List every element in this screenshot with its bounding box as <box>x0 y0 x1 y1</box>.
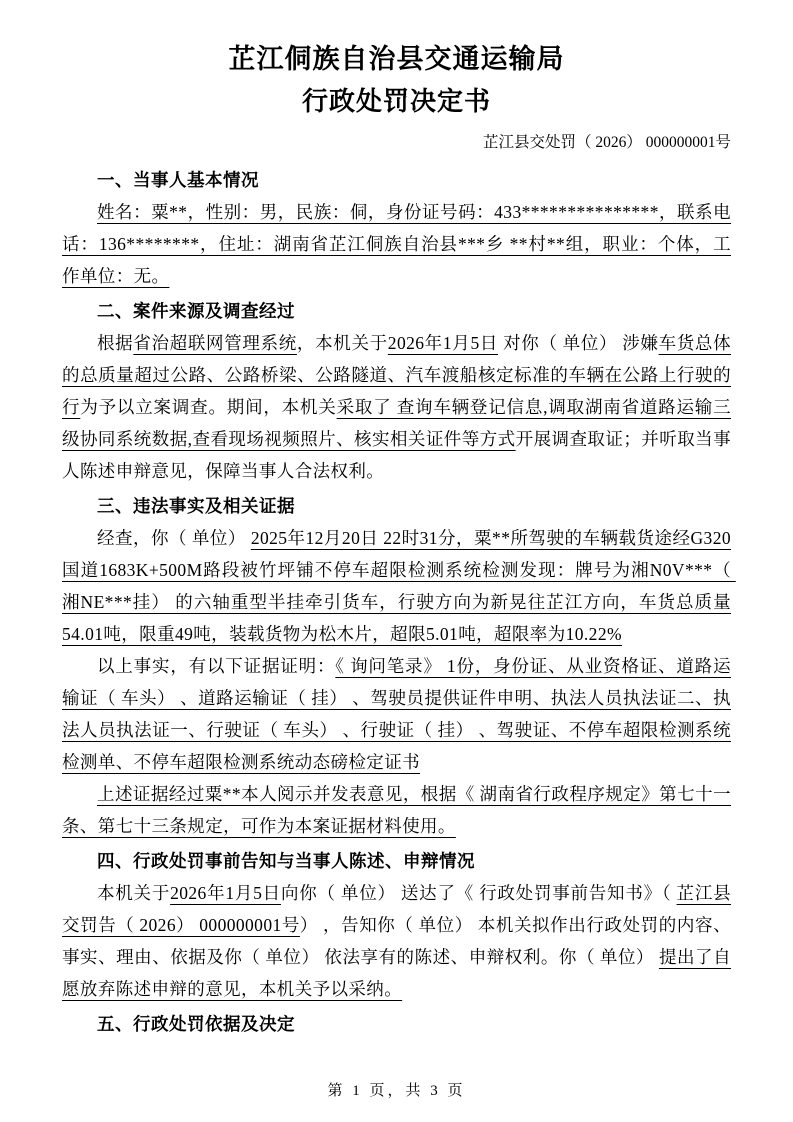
text-segment: 采取了 查询车辆登记信息,调取湖南省道路运输三级协同系统数据,查看现场视频照片、核实相关证件等方式 <box>62 397 731 449</box>
text-segment: 经查，你（ 单位） <box>97 528 251 548</box>
section-heading: 五、行政处罚依据及决定 <box>97 1014 295 1034</box>
document-title: 芷江侗族自治县交通运输局 <box>228 44 565 74</box>
page-footer: 第 1 页，共 3 页 <box>327 1083 466 1099</box>
text-segment: 《 询问笔录》 1份，身份证、从业资格证、道路运输证（ 车头） 、道路运输证（ 挂） 、驾驶员提供证件申明、执法人员执法证二、执法人员执法证一、行驶证（ 车头） 、行驶证（ 挂） 、驾驶证、不停车超限检测系统检测单、不停车超限检测系统动态磅检定证书 <box>62 656 731 772</box>
section <box>62 295 731 487</box>
text-segment: 为予以立案调查。期间，本机关 <box>80 397 337 417</box>
text-segment: 姓名：粟**，性别：男，民族：侗，身份证号码：433***************，联系电话：136********，住址：湖南省芷江侗族自治县***乡 **村**组，职业：个体，工作单位：无。 <box>62 202 731 286</box>
text-segment: 车货总体的总质量超过公路、公路桥梁、公路隧道、汽车渡船核定标准的车辆在公路上行驶的行 <box>62 333 731 417</box>
text-segment: 本机关于 <box>97 883 171 903</box>
section <box>62 490 736 842</box>
text-segment: 以上事实，有以下证据证明： <box>97 656 336 676</box>
text-segment: 芷江县交罚告（ 2026） 000000001号 <box>62 883 731 935</box>
text-segment: ） ，告知你（ 单位） 本机关拟作出行政处罚的内容、事实、理由、依据及你（ 单位） 依法享有的陈述、申辩权利。你（ 单位） <box>62 915 731 967</box>
text-segment: 向你（ 单位） 送达了《 行政处罚事前告知书》（ <box>280 883 677 903</box>
text-segment: ，本机关于 <box>296 333 388 353</box>
paragraph <box>62 196 731 292</box>
text-segment: 上述证据经过粟**本人阅示并发表意见，根据《 湖南省行政程序规定》第七十一条、第七十三条规定，可作为本案证据材料使用。 <box>62 784 731 836</box>
section-heading: 二、案件来源及调查经过 <box>97 301 295 321</box>
text-segment: 根据 <box>97 333 134 353</box>
text-segment: 提出了自愿放弃陈述申辩的意见，本机关予以采纳。 <box>62 947 731 999</box>
text-segment: 2026年1月5日 <box>387 333 499 353</box>
section-heading: 四、行政处罚事前告知与当事人陈述、申辩情况 <box>97 851 475 871</box>
text-segment: 2025年12月20日 22时31分，粟**所驾驶的车辆载货途经G320国道1683K+500M路段被竹坪铺不停车超限检测系统检测发现：牌号为湘N0V***（ 湘NE***挂） 的六轴重型半挂牵引货车，行驶方向为新晃往芷江方向，车货总质量54.01吨，限重49吨，装载货物为松木片，超限5.01吨，超限率为10.22% <box>62 528 736 644</box>
section <box>62 164 731 292</box>
paragraph <box>62 877 731 1005</box>
paragraph <box>62 522 736 650</box>
text-segment: 2026年1月5日 <box>170 883 281 903</box>
text-segment: 省治超联网管理系统 <box>133 333 297 353</box>
text-segment: 对你（ 单位） 涉嫌 <box>498 333 659 353</box>
document-body <box>62 164 736 1040</box>
paragraph <box>62 327 731 487</box>
text-segment: 开展调查取证；并听取当事人陈述申辩意见，保障当事人合法权利。 <box>62 429 731 481</box>
paragraph <box>62 650 731 778</box>
section <box>62 845 731 1005</box>
section-heading: 一、当事人基本情况 <box>97 170 259 190</box>
section-heading: 三、违法事实及相关证据 <box>97 496 295 516</box>
paragraph <box>62 778 731 842</box>
document-subtitle: 行政处罚决定书 <box>301 87 491 116</box>
section <box>62 1008 731 1040</box>
doc-number: 芷江县交处罚（ 2026） 000000001号 <box>482 134 731 151</box>
